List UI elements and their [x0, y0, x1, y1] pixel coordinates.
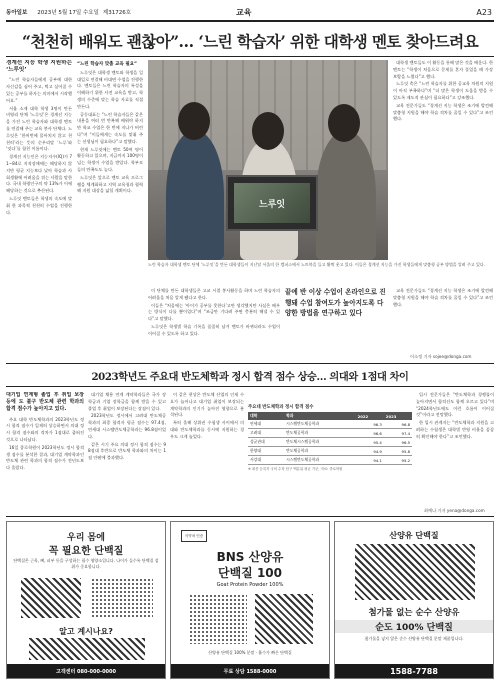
- page-number: A23: [476, 7, 492, 17]
- article1-col2: [77, 60, 143, 360]
- article1-paragraph: 느루잇 멘토들은 학생의 속도에 맞춰 한 과목씩 천천히 수업을 진행한다.: [6, 195, 72, 215]
- article1-paragraph: 서울 소재 대학 학생 3명이 만든 비영리 단체 ‘느루잇’은 경계선 지능을 가진 느린 학습자와 대학생 멘토를 연결해 주는 교육 봉사 단체다. 느루잇은 ‘한꺼번에 몰아치지 않고 천천히’라는 뜻의 순우리말 ‘느루’와 ‘잇다’를 합친 이름이다.: [6, 105, 72, 152]
- article1-paragraph: 대학생 멘토들도 이 활동을 통해 많은 것을 배운다. 한 멘토는 “학생이 처음으로 문제를 혼자 풀었을 때 가장 보람을 느꼈다”고 했다.: [393, 60, 493, 79]
- article1-byline: 이소정 기자 sojee@donga.com: [410, 354, 472, 359]
- cell-score-2023: 96.8: [384, 420, 412, 429]
- ad-left-title1: 우리 몸에: [67, 533, 105, 543]
- cell-score-2022: 96.6: [356, 429, 384, 438]
- pull-quote: 끝에 반 이상 수업이 온라인으로 진행돼 수업 참여도가 높아지도록 다양한 방법을 연구하고 있다: [285, 288, 386, 318]
- ad-middle-badge: 식약처 인증: [181, 530, 207, 542]
- table-row: [248, 456, 412, 465]
- ad-middle-subtitle: Goat Protein Powder 100%: [216, 582, 284, 588]
- article1-paragraph: 현재 느루잇에는 멘토 50여 명이 활동하고 있으며, 지금까지 100명이 넘는 학생이 수업을 받았다. 학부모들의 만족도도 높다.: [77, 146, 143, 172]
- article2-paragraph: 2023학년도 정시에서 고려대 반도체공학과의 최종 합격자 평균 점수는 97.4점, 연세대 시스템반도체공학과는 96.8점이었다.: [88, 413, 166, 439]
- article2-paragraph: 같은 시기 주요 의대 정시 합격 점수는 98점대 후반으로 반도체 학과와의 차이는 1점 안팎에 불과했다.: [88, 441, 166, 461]
- ad-middle-product-image-2: [255, 594, 313, 644]
- cell-score-2023: 96.5: [384, 438, 412, 447]
- ad-right[interactable]: [334, 521, 494, 679]
- ad-left-pattern: [91, 578, 153, 618]
- paper-name: 동아일보: [6, 10, 28, 16]
- article1-col1: [6, 60, 72, 360]
- section-name: 교육: [236, 7, 252, 17]
- cell-department: 반도체공학과: [284, 429, 356, 438]
- article2-col1: [6, 392, 84, 514]
- article1-paragraph: 교육 전문가들도 “경계선 지능 학생은 조기에 발견해 맞춤형 지원을 해야 학습 격차를 줄일 수 있다”고 조언했다.: [393, 102, 493, 122]
- photo-caption: 느린 학습자 대학생 멘토 단체 ‘느루잇’을 만든 대학생들이 지난달 서울의 한 캠퍼스에서 노트북을 들고 활짝 웃고 있다. 이들은 경계선 지능을 가진 학생들에게 맞춤형 공부 방법을 알려 주고 있다.: [148, 262, 485, 267]
- ad-middle-product-image: [189, 594, 247, 644]
- table-row: [248, 447, 412, 456]
- masthead-rule: [6, 20, 494, 22]
- ad-left-text: 단백질은 근육, 뼈, 피부 등을 구성하는 필수 영양소입니다. 나이가 들수록 단백질 섭취가 중요합니다.: [13, 558, 159, 569]
- ad-left-title2: 꼭 필요한 단백질: [48, 546, 124, 557]
- ad-left-footer: 고객센터 080-000-0000: [7, 664, 165, 678]
- ad-right-title2: 첨가물 없는 순수 산양유: [368, 608, 460, 618]
- article2-paragraph: 한 입시 관계자는 “반도체학과 지원을 고려하는 수험생은 대학별 반영 비율을 꼼꼼히 확인해야 한다”고 조언했다.: [416, 420, 494, 439]
- article1-headline: “천천히 배워도 괜찮아”… ‘느린 학습자’ 위한 대학생 멘토 찾아드려요: [21, 32, 479, 51]
- cell-university: 성균관대: [248, 438, 284, 447]
- ad-right-title3: 순도 100% 단백질: [335, 620, 493, 633]
- article2-paragraph: 대기업 채용 연계 계약학과들은 국가 장학금과 기업 장학금을 함께 받을 수 있고 졸업 후 취업이 보장된다는 장점이 있다.: [88, 392, 166, 411]
- cell-university: 서강대: [248, 456, 284, 465]
- ad-right-title1: 산양유 단백질: [389, 531, 439, 540]
- photo-head-middle: [252, 112, 284, 150]
- headline-rule: [6, 56, 494, 57]
- cell-score-2023: 95.2: [384, 456, 412, 465]
- article2-paragraph: 이 같은 현상은 반도체 산업의 인재 수요가 늘어나고 대기업 취업이 보장되는 계약학과의 인기가 높아진 영향으로 분석된다.: [170, 392, 244, 418]
- header-2022: 2022: [356, 412, 384, 420]
- header-2023: 2023: [384, 412, 412, 420]
- article1-paragraph: 공동대표는 “느린 학습자들은 같은 내용을 여러 번 반복해 배워야 하지만 학교 수업은 한 번에 지나가 버린다”며 “이들에게는 속도를 맞춰 주는 선생님이 필요하다”고 말했다.: [77, 111, 143, 144]
- article1-paragraph: 느루잇은 대학생 멘토와 학생을 일대일로 연결해 비대면 수업을 진행한다. 멘토들은 느린 학습자의 특성을 이해하기 위한 사전 교육을 받고, 학생의 수준에 맞는 학습 자료를 직접 만든다.: [77, 69, 143, 109]
- issue-date: 2023년 5월 17일 수요일: [37, 10, 99, 16]
- article2-lead: 대기업 연계형 졸업 후 취업 보장 등에 도 불구 반도체 관련 학과의 합격 점수가 높아지고 있다.: [6, 392, 84, 413]
- article1-paragraph: 느루잇은 앞으로 멘토 교육 프로그램을 체계화하고 지역 교육청과 협력해 지원 대상을 넓힐 계획이다.: [77, 174, 143, 194]
- cell-department: 시스템반도체공학과: [284, 420, 356, 429]
- cell-score-2022: 96.3: [356, 420, 384, 429]
- article-separator: [6, 363, 494, 364]
- photo-head-right: [328, 104, 360, 142]
- article2-paragraph: 16일 종로학원이 2023학년도 정시 합격생 점수를 분석한 결과, 대기업 계약학과인 반도체 관련 학과의 합격 점수가 전년도보다 올랐다.: [6, 444, 84, 471]
- article1-photo: [148, 60, 388, 260]
- headline2-rule: [6, 386, 494, 387]
- article1-paragraph: 느루잇은 학생별 학습 기록을 꼼꼼히 남겨 멘토가 바뀌더라도 수업이 이어질 수 있도록 하고 있다.: [148, 323, 280, 336]
- photo-person-right: [316, 130, 376, 260]
- cell-department: 시스템반도체공학과: [284, 456, 356, 465]
- cell-department: 반도체시스템공학과: [284, 438, 356, 447]
- score-table-box: [248, 404, 412, 508]
- table-row: [248, 438, 412, 447]
- article2-paragraph: 주요 대학 반도체학과의 2023학년도 정시 합격 점수가 일제히 상승하면서 의대 정시 합격 점수와의 격차가 1점대로 좁혀진 것으로 나타났다.: [6, 416, 84, 442]
- article1-col5: [393, 288, 493, 352]
- ad-right-image: [355, 544, 475, 600]
- ad-left-question: 알고 계시나요?: [59, 627, 113, 636]
- ad-middle-title2: 단백질 100: [217, 566, 282, 580]
- ad-middle-title1: BNS 산양유: [216, 550, 284, 564]
- score-table-title: 주요대 반도체학과 정시 합격 점수: [248, 405, 314, 410]
- article1-paragraph: 이들은 “처음에는 ‘아이가 공부를 못한다’고만 생각했지만 사실은 배우는 방식이 다를 뿐이었다”며 “조금만 기다려 주면 충분히 해낼 수 있다”고 말했다.: [148, 302, 280, 322]
- photo-person-left: [166, 130, 224, 260]
- laptop-screen-logo: 느루잇: [234, 183, 310, 223]
- article1-paragraph: 이 단체를 만든 대학생들은 고교 시절 봉사활동을 하며 느린 학습자의 어려움을 처음 알게 됐다고 한다.: [148, 288, 280, 300]
- cell-score-2022: 94.1: [356, 456, 384, 465]
- ad-left-chart-graphic: [29, 638, 145, 660]
- article2-paragraph: 특히 올해 상위권 수험생 사이에서 의대와 반도체학과를 동시에 지원하는 경우도 크게 늘었다.: [170, 420, 244, 439]
- article1-inner-subhead: “느린 학습자 맞춤 교육 필요”: [77, 62, 137, 67]
- cell-university: 고려대: [248, 429, 284, 438]
- article1-col4: [393, 60, 493, 268]
- cell-score-2023: 97.4: [384, 429, 412, 438]
- cell-department: 반도체공학과: [284, 447, 356, 456]
- article1-subhead: 경계선 지능 학생 지원하는 ‘느루잇’: [6, 60, 72, 74]
- article2-col4: [416, 392, 494, 506]
- score-table: [248, 412, 412, 465]
- ad-middle-text: 산양유 단백질 100% 분말 · 흡수가 빠른 단백질: [208, 650, 292, 655]
- header-department: 학과: [284, 412, 356, 420]
- score-table-note: ※ 최종 등록자 국어 수학 탐구 백분위 평균 기준, 자료: 종로학원: [248, 467, 343, 471]
- ad-right-footer: 1588-7788: [335, 664, 493, 678]
- table-row: [248, 429, 412, 438]
- masthead: [6, 6, 494, 18]
- cell-score-2023: 95.8: [384, 447, 412, 456]
- article2-paragraph: 입시 전문가들은 “반도체학과 경쟁률이 높아지면서 합격선도 함께 오르고 있다”며 “2024학년도에도 이런 흐름이 이어질 것”이라고 전망했다.: [416, 392, 494, 418]
- ad-middle[interactable]: [170, 521, 330, 679]
- table-row: [248, 420, 412, 429]
- article1-paragraph: “느린 학습자들에게 공부에 대한 자신감을 심어 주고, 먹고 싶어질 수 있는 공부를 하자는 의미에서 시작했어요.”: [6, 77, 72, 103]
- cell-score-2022: 95.4: [356, 438, 384, 447]
- article2-headline: 2023학년도 주요대 반도체학과 정시 합격 점수 상승… 의대와 1점대 차이: [91, 371, 409, 383]
- article1-paragraph: 느루잇 측은 “느린 학습자를 위한 공교육 차원의 지원이 아직 부족하다”며 “더 많은 학생이 도움을 받을 수 있도록 제도적 관심이 필요하다”고 강조했다.: [393, 81, 493, 100]
- cell-university: 연세대: [248, 420, 284, 429]
- cell-university: 한양대: [248, 447, 284, 456]
- cell-score-2022: 94.9: [356, 447, 384, 456]
- article2-col3: [170, 392, 244, 514]
- header-university: 대학: [248, 412, 284, 420]
- ad-left[interactable]: [6, 521, 166, 679]
- article2-byline: 최예나 기자 yena@donga.com: [424, 508, 485, 513]
- ad-separator: [6, 516, 494, 517]
- article2-col2: [88, 392, 166, 514]
- article1-col3: [148, 288, 280, 360]
- ad-right-text: 첨가물을 넣지 않은 순수 산양유 단백질 분말 제품입니다.: [364, 636, 464, 641]
- ad-left-illustration: [21, 578, 81, 618]
- ad-middle-footer: 무료 상담 1588-0000: [171, 664, 329, 678]
- photo-head-left: [178, 102, 210, 140]
- score-table-header-row: [248, 412, 412, 420]
- article1-paragraph: 교육 전문가들도 “경계선 지능 학생은 조기에 발견해 맞춤형 지원을 해야 학습 격차를 줄일 수 있다”고 조언했다.: [393, 288, 493, 307]
- issue-number: 제31726호: [102, 10, 132, 16]
- article1-paragraph: 경계선 지능인은 지능지수(IQ)가 71∼84로 지적장애에는 해당하지 않지만 평균 지능보다 낮아 학습과 사회생활에 어려움을 겪는 사람을 말한다. 국내 학령인구의 약 13%가 이에 해당하는 것으로 추산된다.: [6, 154, 72, 194]
- photo-laptop: [226, 175, 318, 231]
